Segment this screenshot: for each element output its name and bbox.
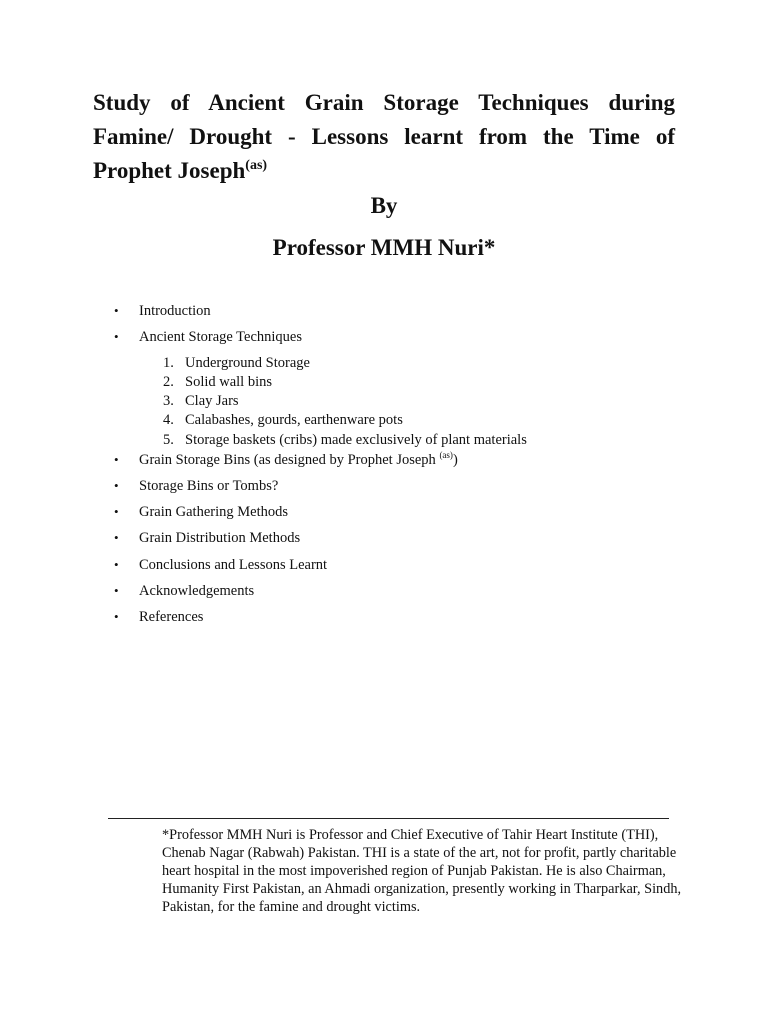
toc-item-references: References (139, 609, 204, 625)
subitem-label: Clay Jars (185, 393, 239, 409)
toc-subitem (163, 373, 272, 391)
bullet-icon: • (114, 504, 119, 519)
subitem-number: 3. (163, 393, 174, 409)
subitem-number: 4. (163, 412, 174, 428)
subitem-number: 5. (163, 432, 174, 448)
subitem-label: Calabashes, gourds, earthenware pots (185, 412, 403, 428)
toc-item-ancient-storage-techniques: Ancient Storage Techniques (139, 329, 303, 345)
toc-item-conclusions: Conclusions and Lessons Learnt (139, 557, 328, 573)
bullet-icon: • (114, 557, 119, 572)
toc-subitem (163, 431, 527, 449)
toc-item-acknowledgements: Acknowledgements (139, 583, 255, 599)
author-name: Professor MMH Nuri* (272, 235, 496, 260)
title-text: Study of Ancient Grain Storage Techniques during Famine/ Drought - Lessons learnt from the Time of Prophet Joseph (93, 90, 675, 183)
toc-item-grain-gathering-methods: Grain Gathering Methods (139, 504, 288, 520)
bullet-icon: • (114, 329, 119, 344)
toc-subitem (163, 411, 403, 429)
bullet-icon: • (114, 452, 119, 467)
toc-item-label: Grain Storage Bins (as designed by Prophet Joseph (139, 452, 440, 468)
bullet-icon: • (114, 303, 119, 318)
toc-subitem (163, 354, 310, 372)
toc-item-superscript: (as) (439, 450, 453, 460)
footnote-divider (108, 818, 669, 819)
title-superscript: (as) (245, 158, 268, 173)
author-footnote: *Professor MMH Nuri is Professor and Chief Executive of Tahir Heart Institute (THI), Chenab Nagar (Rabwah) Pakistan. THI is a state of the art, not for profit, partly charitable heart hospital in the most impoverished region of Punjab Pakistan. He is also Chairman, Humanity First Pakistan, an Ahmadi organization, presently working in Tharparkar, Sindh, Pakistan, for the famine and drought victims. (162, 827, 682, 915)
subitem-label: Storage baskets (cribs) made exclusively of plant materials (185, 432, 527, 448)
bullet-icon: • (114, 478, 119, 493)
bullet-icon: • (114, 583, 119, 598)
subitem-number: 2. (163, 374, 174, 390)
subitem-label: Underground Storage (185, 355, 310, 371)
bullet-icon: • (114, 609, 119, 624)
subitem-label: Solid wall bins (185, 374, 273, 390)
subitem-number: 1. (163, 355, 174, 371)
toc-subitem (163, 392, 239, 410)
toc-item-introduction: Introduction (139, 303, 211, 319)
document-title (93, 86, 675, 188)
bullet-icon: • (114, 530, 119, 545)
toc-item-storage-bins-or-tombs: Storage Bins or Tombs? (139, 478, 279, 494)
toc-item-suffix: ) (452, 452, 458, 468)
by-label: By (370, 193, 398, 218)
toc-item-grain-distribution-methods: Grain Distribution Methods (139, 530, 301, 546)
toc-item-grain-storage-bins (139, 451, 458, 469)
